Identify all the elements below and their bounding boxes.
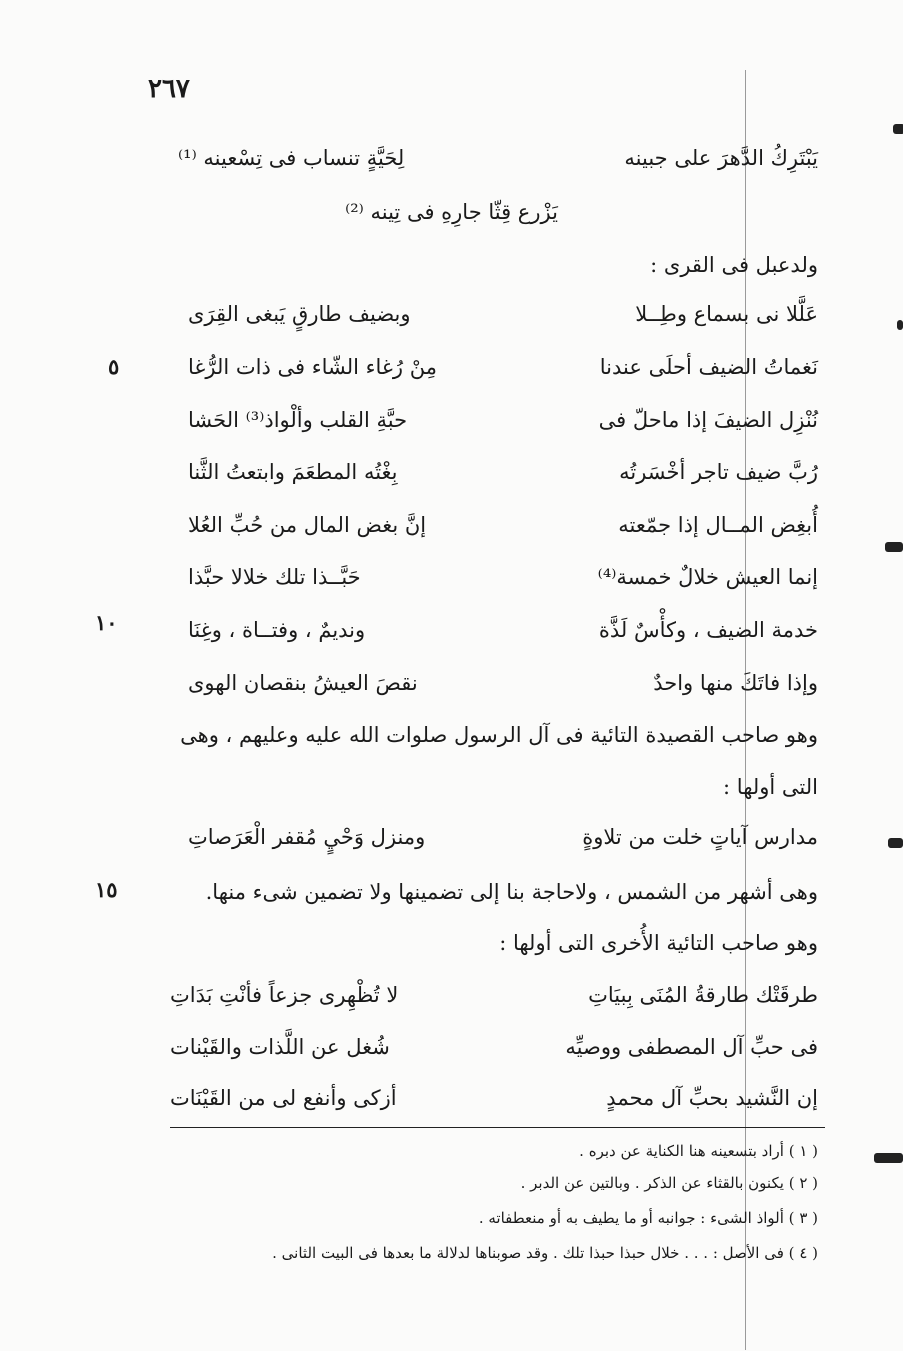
tay-verse-right: مدارس آياتٍ خلت من تلاوةٍ bbox=[582, 825, 818, 849]
poem1-verse-7-right: خدمة الضيف ، وكأْسٌ لَذَّة bbox=[598, 618, 818, 642]
poem2-verse-1-right: طرقَتْك طارقةُ المُنَى بِبيَاتِ bbox=[588, 983, 818, 1007]
poem1-verse-1-right: عَلَّلا نى بسماع وطِــلا bbox=[635, 302, 818, 326]
footnote-rule bbox=[170, 1127, 825, 1128]
footnote-3: ( ٣ ) ألواذ الشىء : جوانبه أو ما يطيف به أو منعطفاته . bbox=[478, 1209, 818, 1227]
edge-mark bbox=[885, 542, 903, 552]
poem1-verse-8-right: وإذا فاتَكَ منها واحدٌ bbox=[653, 671, 818, 695]
poem1-verse-1-left: وبضيف طارقٍ يَبغى القِرَى bbox=[188, 302, 411, 326]
prose-paragraph-3: وهو صاحب التائية الأُخرى التى أولها : bbox=[499, 931, 818, 955]
intro-diibil: ولدعبل فى القرى : bbox=[650, 253, 818, 277]
poem1-verse-3-right: نُنْزِل الضيفَ إذا ماحلّ فى bbox=[598, 408, 818, 432]
footnote-2: ( ٢ ) يكنون بالقثاء عن الذكر . وبالتين عن الدبر . bbox=[520, 1174, 818, 1192]
opening-verse-1-left: لِحَيَّةٍ تنساب فى تِسْعينه ⁽¹⁾ bbox=[178, 146, 405, 170]
poem2-verse-3-left: أزكى وأنفع لى من القَيْنَات bbox=[170, 1086, 397, 1110]
poem1-verse-6-right: إنما العيش خلالٌ خمسة⁽⁴⁾ bbox=[597, 565, 818, 589]
poem1-verse-2-right: نَغماتُ الضيف أحلَى عندنا bbox=[599, 355, 818, 379]
poem2-verse-1-left: لا تُظْهِرى جزعاً فأنْتِ بَدَاتِ bbox=[170, 983, 399, 1007]
poem1-verse-2-left: مِنْ رُغاء الشّاء فى ذات الرُّغا bbox=[188, 355, 437, 379]
poem1-verse-7-left: ونديمٌ ، وفتــاة ، وغِنَا bbox=[188, 618, 366, 642]
poem1-verse-3-left: حبَّةِ القلب وألْواذ⁽³⁾ الحَشا bbox=[188, 408, 408, 432]
line-number-10: ١٠ bbox=[95, 610, 118, 635]
opening-verse-1-right: يَبْتَرِكُ الدَّهرَ على جبينه bbox=[624, 146, 818, 170]
edge-mark bbox=[897, 320, 903, 330]
line-number-15: ١٥ bbox=[95, 877, 118, 902]
poem2-verse-2-right: فى حبِّ آل المصطفى ووصيِّه bbox=[565, 1035, 818, 1059]
prose-paragraph-1b: التى أولها : bbox=[723, 775, 818, 799]
poem1-verse-5-right: أُبغِض المــال إذا جمّعته bbox=[618, 513, 818, 537]
line-number-5: ٥ bbox=[108, 354, 120, 379]
page-number: ٢٦٧ bbox=[148, 74, 190, 104]
poem1-verse-4-left: بِغْتُه المطعَمَ وابتعتُ الثَّنا bbox=[188, 460, 398, 484]
poem1-verse-6-left: حَبَّــذا تلك خلالا حبَّذا bbox=[188, 565, 361, 589]
poem1-verse-5-left: إنَّ بغض المال من حُبِّ العُلا bbox=[188, 513, 427, 537]
edge-mark bbox=[893, 124, 903, 134]
poem2-verse-3-right: إن النَّشيد بحبِّ آل محمدٍ bbox=[606, 1086, 818, 1110]
poem1-verse-4-right: رُبَّ ضيف تاجر أخْسَرتُه bbox=[619, 460, 818, 484]
footnote-1: ( ١ ) أراد بتسعينه هنا الكناية عن دبره . bbox=[579, 1142, 818, 1160]
poem2-verse-2-left: شُغل عن اللَّذات والقَيْنات bbox=[170, 1035, 390, 1059]
footnote-4: ( ٤ ) فى الأصل : . . . خلال حبذا حبذا تلك . وقد صوبناها لدلالة ما بعدها فى البيت الثانى . bbox=[272, 1244, 818, 1262]
opening-verse-2: يَزْرع قِثّا جارِهِ فى تِينه ⁽²⁾ bbox=[345, 200, 558, 224]
edge-mark bbox=[888, 838, 903, 848]
prose-paragraph-2: وهى أشهر من الشمس ، ولاحاجة بنا إلى تضمينها ولا تضمين شىء منها. bbox=[205, 880, 818, 904]
tay-verse-left: ومنزل وَحْيٍ مُقفر الْعَرَصاتِ bbox=[188, 825, 426, 849]
poem1-verse-8-left: نقصَ العيشُ بنقصان الهوى bbox=[188, 671, 418, 695]
edge-mark bbox=[874, 1153, 903, 1163]
prose-paragraph-1a: وهو صاحب القصيدة التائية فى آل الرسول صلوات الله عليه وعليهم ، وهى bbox=[180, 723, 818, 747]
